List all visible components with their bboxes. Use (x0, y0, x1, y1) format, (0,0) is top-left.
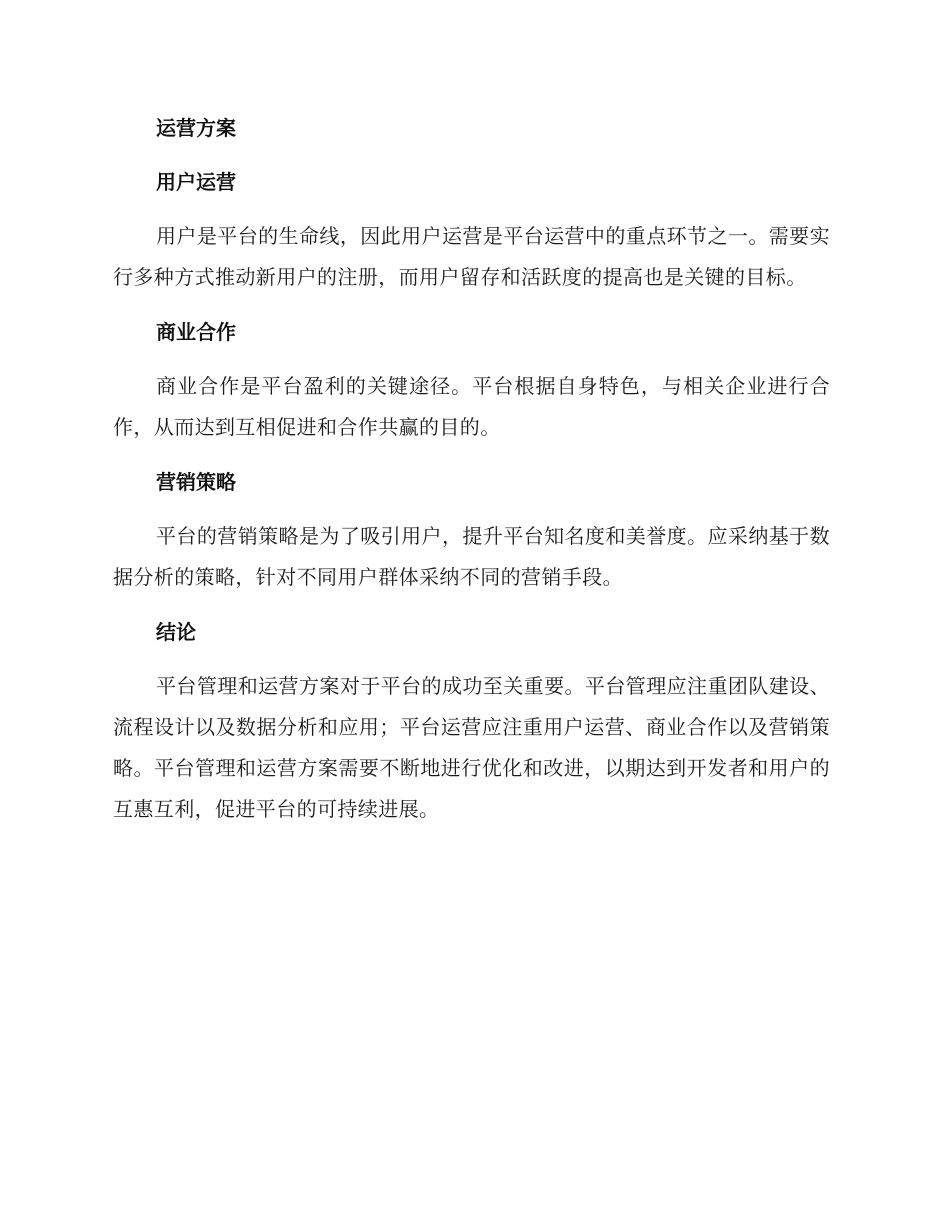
section-heading-business-cooperation: 商业合作 (156, 320, 236, 344)
document-title: 运营方案 (156, 116, 236, 140)
document-page (113, 108, 830, 830)
section-body-marketing-strategy: 平台的营销策略是为了吸引用户，提升平台知名度和美誉度。应采纳基于数据分析的策略，针对不同用户群体采纳不同的营销手段。 (113, 524, 830, 589)
section-body-business-cooperation: 商业合作是平台盈利的关键途径。平台根据自身特色，与相关企业进行合作，从而达到互相促进和合作共赢的目的。 (113, 374, 830, 439)
section-heading-user-operations: 用户运营 (156, 170, 236, 194)
section-body-conclusion: 平台管理和运营方案对于平台的成功至关重要。平台管理应注重团队建设、流程设计以及数据分析和应用；平台运营应注重用户运营、商业合作以及营销策略。平台管理和运营方案需要不断地进行优化和改进，以期达到开发者和用户的互惠互利，促进平台的可持续进展。 (113, 674, 830, 821)
section-heading-marketing-strategy: 营销策略 (156, 470, 236, 494)
section-heading-conclusion: 结论 (156, 620, 196, 644)
section-body-user-operations: 用户是平台的生命线，因此用户运营是平台运营中的重点环节之一。需要实行多种方式推动新用户的注册，而用户留存和活跃度的提高也是关键的目标。 (113, 224, 830, 289)
